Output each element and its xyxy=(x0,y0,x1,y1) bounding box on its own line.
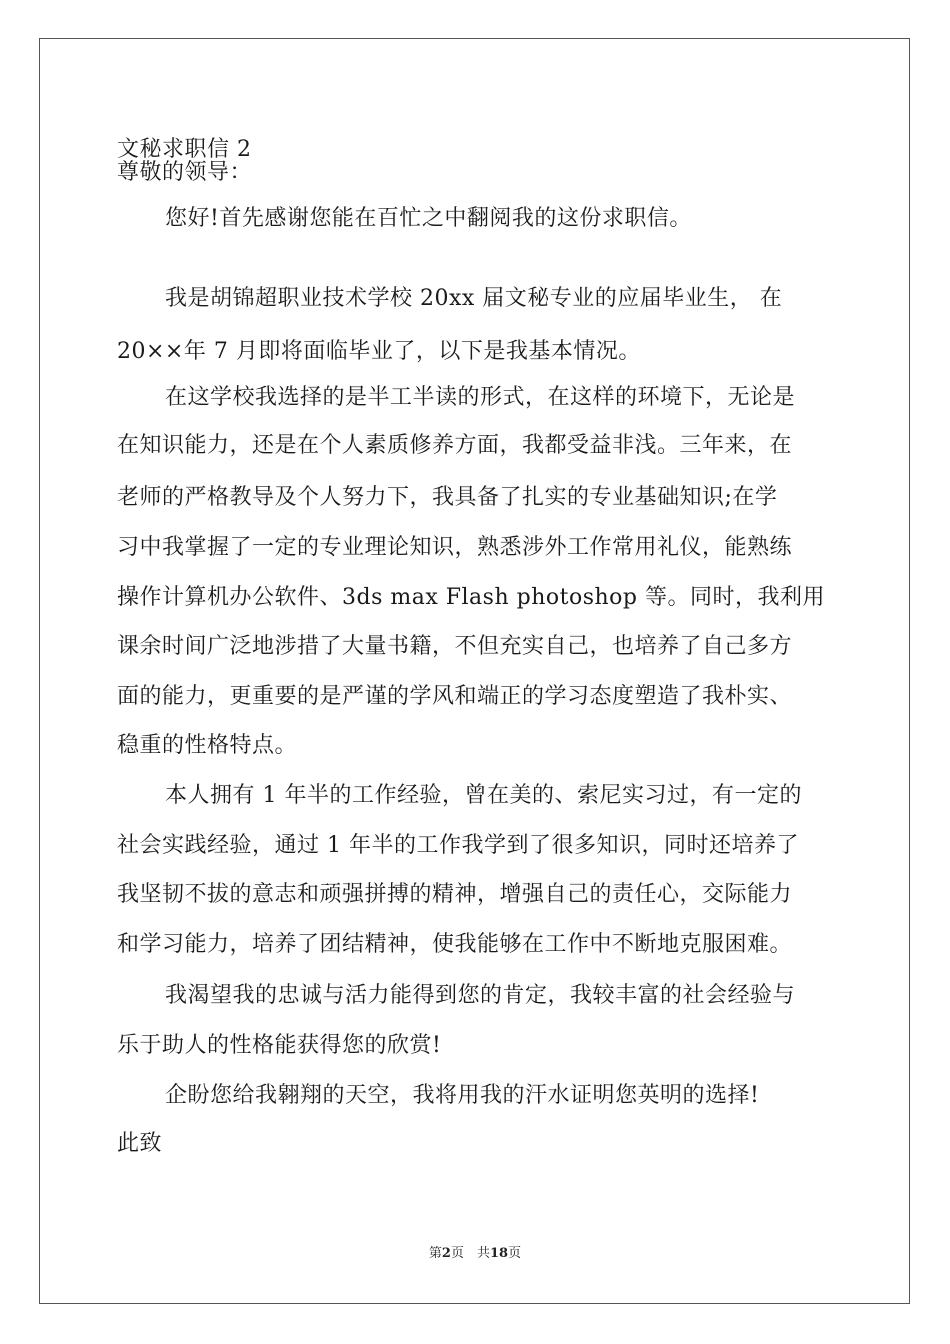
paragraph-line: 老师的严格教导及个人努力下，我具备了扎实的专业基础知识;在学 xyxy=(117,485,778,510)
paragraph-line: 稳重的性格特点。 xyxy=(117,733,298,758)
page-current: 2 xyxy=(441,1246,451,1261)
paragraph-line: 企盼您给我翱翔的天空，我将用我的汗水证明您英明的选择! xyxy=(165,1083,760,1108)
paragraph-line: 在知识能力，还是在个人素质修养方面，我都受益非浅。三年来，在 xyxy=(117,433,793,458)
paragraph-line: 面的能力，更重要的是严谨的学风和端正的学习态度塑造了我朴实、 xyxy=(117,684,793,709)
paragraph-line: 社会实践经验，通过 1 年半的工作我学到了很多知识，同时还培养了 xyxy=(117,833,799,858)
paragraph-line: 课余时间广泛地涉措了大量书籍，不但充实自己，也培养了自己多方 xyxy=(117,634,793,659)
paragraph-line: 我渴望我的忠诚与活力能得到您的肯定，我较丰富的社会经验与 xyxy=(165,983,796,1008)
paragraph-line: 操作计算机办公软件、3ds max Flash photoshop 等。同时，我利用 xyxy=(117,585,825,610)
paragraph-line: 您好!首先感谢您能在百忙之中翻阅我的这份求职信。 xyxy=(165,206,692,231)
salutation: 尊敬的领导： xyxy=(117,160,253,185)
page-suffix: 页 xyxy=(508,1246,522,1261)
paragraph-line: 我是胡锦超职业技术学校 20xx 届文秘专业的应届毕业生， 在 xyxy=(165,286,783,311)
paragraph-line: 乐于助人的性格能获得您的欣赏! xyxy=(117,1033,442,1058)
paragraph-line: 本人拥有 1 年半的工作经验，曾在美的、索尼实习过，有一定的 xyxy=(165,783,802,808)
page-mid: 页 共 xyxy=(450,1246,490,1261)
paragraph-line: 在这学校我选择的是半工半读的形式，在这样的环境下，无论是 xyxy=(165,385,796,410)
closing: 此致 xyxy=(117,1131,163,1156)
document-title: 文秘求职信 2 xyxy=(117,137,252,162)
paragraph-line: 习中我掌握了一定的专业理论知识，熟悉涉外工作常用礼仪，能熟练 xyxy=(117,535,793,560)
paragraph-line: 20××年 7 月即将面临毕业了，以下是我基本情况。 xyxy=(117,339,641,364)
paragraph-line: 和学习能力，培养了团结精神，使我能够在工作中不断地克服困难。 xyxy=(117,932,793,957)
page-prefix: 第 xyxy=(428,1246,442,1261)
paragraph-line: 我坚韧不拔的意志和顽强拼搏的精神，增强自己的责任心，交际能力 xyxy=(117,882,793,907)
page-total: 18 xyxy=(489,1246,509,1261)
page-footer xyxy=(0,1246,950,1262)
